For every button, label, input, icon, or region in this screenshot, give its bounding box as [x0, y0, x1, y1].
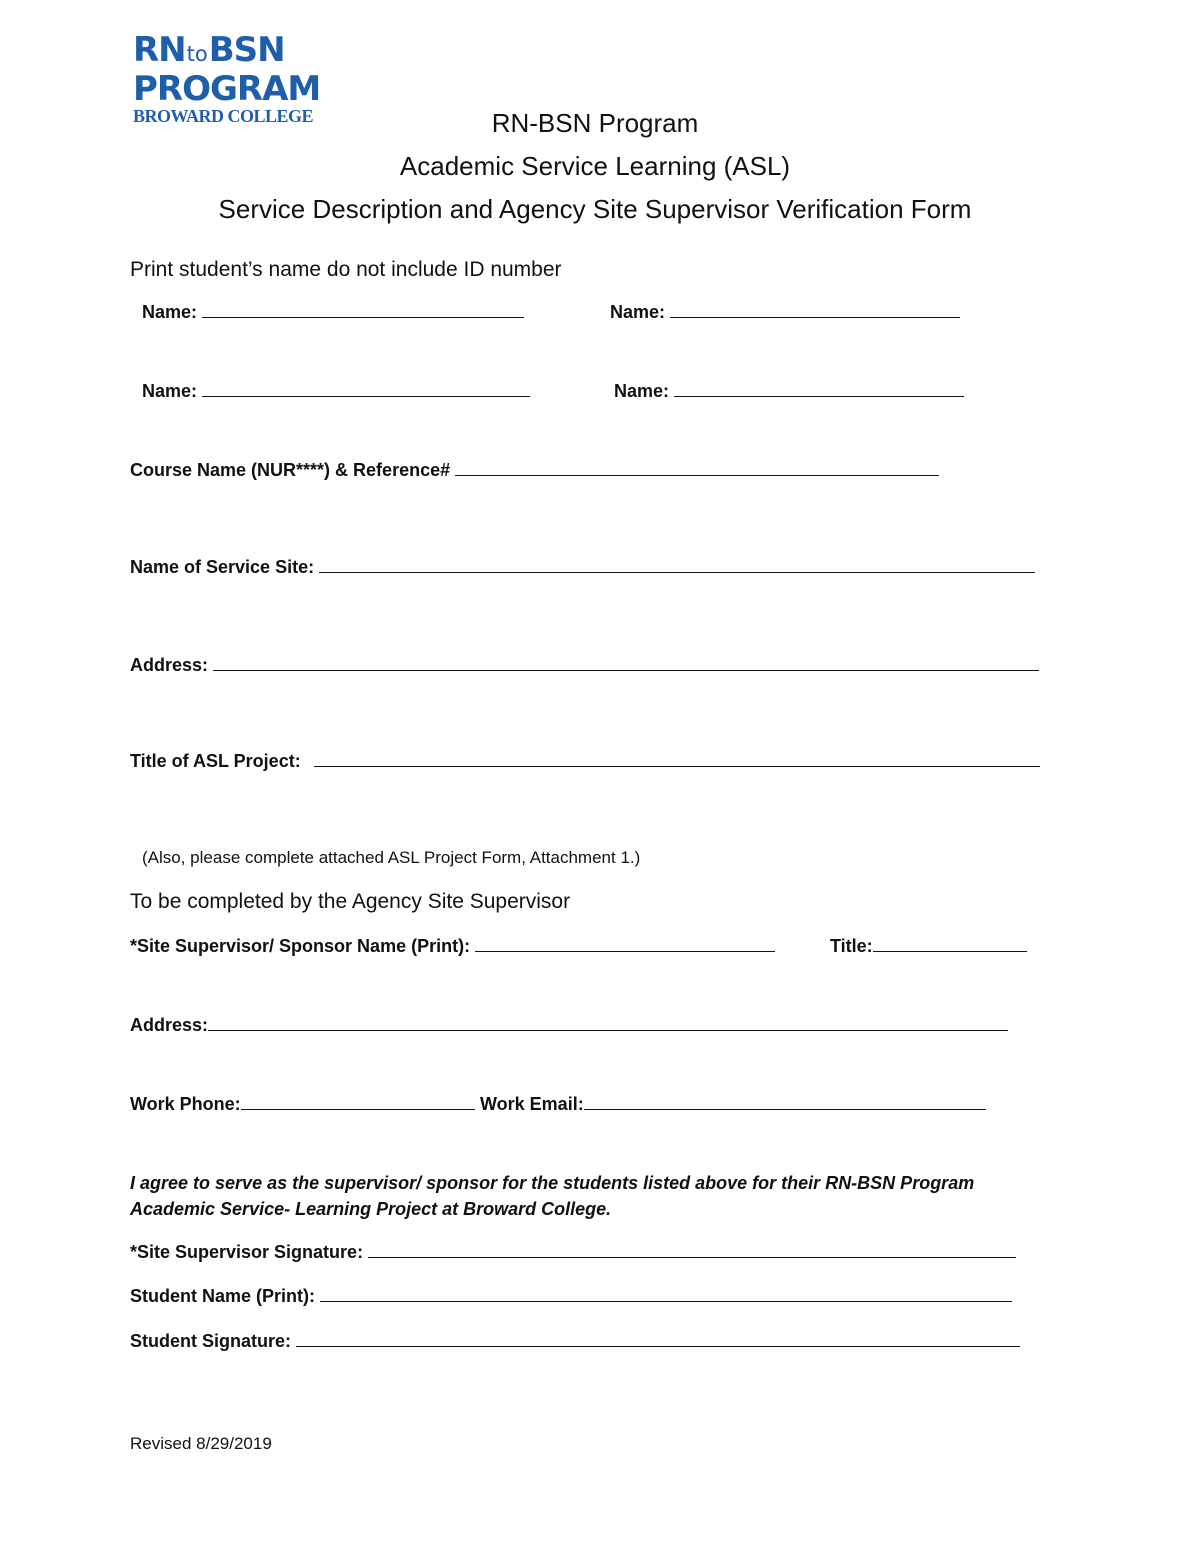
student-signature-line[interactable]	[296, 1330, 1020, 1347]
form-title-program: RN-BSN Program	[491, 108, 699, 138]
work-email-label: Work Email:	[480, 1094, 584, 1114]
service-site-label: Name of Service Site:	[130, 557, 315, 577]
project-title-label: Title of ASL Project:	[130, 751, 301, 771]
work-phone-line[interactable]	[241, 1093, 475, 1110]
service-site-line[interactable]	[319, 556, 1035, 573]
student-signature-label: Student Signature:	[130, 1331, 291, 1351]
sponsor-title-label: Title:	[830, 936, 873, 956]
supervisor-address-label: Address:	[130, 1015, 209, 1035]
student-name-field-4[interactable]	[614, 380, 964, 402]
student-name-line[interactable]	[670, 301, 960, 318]
site-address-field[interactable]	[130, 654, 1039, 676]
logo-line-3: BROWARD COLLEGE	[133, 106, 314, 126]
student-name-field-1[interactable]	[142, 301, 524, 323]
form-title-main: Service Description and Agency Site Supervisor Verification Form	[218, 194, 972, 224]
sponsor-name-line[interactable]	[475, 935, 775, 952]
sponsor-title-field[interactable]	[830, 935, 1027, 957]
supervisor-section-heading: To be completed by the Agency Site Supervisor	[130, 890, 571, 913]
form-title-asl: Academic Service Learning (ASL)	[399, 151, 791, 181]
work-email-line[interactable]	[584, 1093, 986, 1110]
supervisor-signature-field[interactable]	[130, 1241, 1016, 1263]
logo-line-1: RNtoBSN	[133, 30, 285, 70]
supervisor-signature-line[interactable]	[368, 1241, 1016, 1258]
student-name-field-2[interactable]	[610, 301, 960, 323]
attachment-note: (Also, please complete attached ASL Project Form, Attachment 1.)	[142, 848, 641, 867]
student-name-label: Name:	[614, 381, 670, 401]
supervisor-address-field[interactable]	[130, 1014, 1008, 1036]
student-name-label: Name:	[610, 302, 666, 322]
work-phone-label: Work Phone:	[130, 1094, 241, 1114]
project-title-field[interactable]	[130, 750, 1040, 772]
work-phone-field[interactable]	[130, 1093, 475, 1115]
revision-date: Revised 8/29/2019	[130, 1434, 272, 1453]
supervisor-signature-label: *Site Supervisor Signature:	[130, 1242, 364, 1262]
sponsor-name-field[interactable]	[130, 935, 775, 957]
student-print-name-line[interactable]	[320, 1285, 1012, 1302]
sponsor-name-label: *Site Supervisor/ Sponsor Name (Print):	[130, 936, 471, 956]
site-address-label: Address:	[130, 655, 209, 675]
work-email-field[interactable]	[480, 1093, 986, 1115]
logo-line-2: PROGRAM	[133, 69, 321, 109]
course-label: Course Name (NUR****) & Reference#	[130, 460, 451, 480]
supervisor-address-line[interactable]	[208, 1014, 1008, 1031]
student-print-name-label: Student Name (Print):	[130, 1286, 316, 1306]
student-signature-field[interactable]	[130, 1330, 1020, 1352]
student-name-line[interactable]	[202, 301, 524, 318]
service-site-field[interactable]	[130, 556, 1035, 578]
student-name-label: Name:	[142, 302, 198, 322]
project-title-line[interactable]	[314, 750, 1040, 767]
student-name-line[interactable]	[674, 380, 964, 397]
student-name-field-3[interactable]	[142, 380, 530, 402]
supervisor-agreement: I agree to serve as the supervisor/ sponsor for the students listed above for their RN-BSN Program Academic Service- Learning Project at Broward College.	[130, 1173, 975, 1219]
student-print-name-field[interactable]	[130, 1285, 1012, 1307]
course-line[interactable]	[455, 459, 939, 476]
student-name-line[interactable]	[202, 380, 530, 397]
site-address-line[interactable]	[213, 654, 1039, 671]
student-name-label: Name:	[142, 381, 198, 401]
course-field[interactable]	[130, 459, 939, 481]
student-name-instruction: Print student’s name do not include ID number	[130, 258, 562, 281]
sponsor-title-line[interactable]	[873, 935, 1027, 952]
